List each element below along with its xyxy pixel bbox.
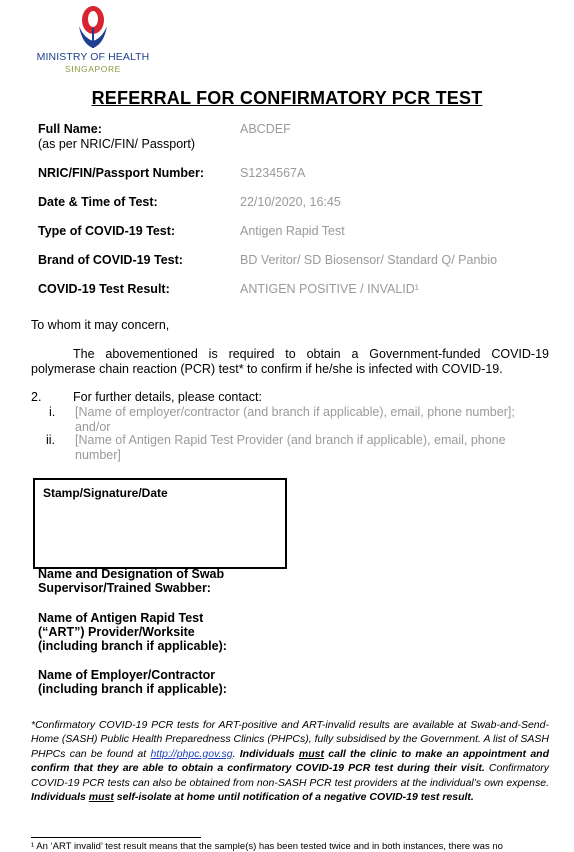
art-provider-label: Name of Antigen Rapid Test (“ART”) Provider/Worksite (including branch if applicable): bbox=[38, 611, 227, 653]
page-title: REFERRAL FOR CONFIRMATORY PCR TEST bbox=[91, 88, 483, 108]
footer-text-2: . bbox=[232, 747, 240, 760]
moh-crest-icon bbox=[72, 4, 114, 50]
referral-paragraph: The abovementioned is required to obtain a Government-funded COVID-19 polymerase chain reaction (PCR) test* to confirm if he/she is infected with COVID-19. bbox=[31, 347, 549, 376]
datetime-value: 22/10/2020, 16:45 bbox=[240, 195, 341, 209]
item2-text: For further details, please contact: bbox=[73, 390, 262, 404]
footer-bold-2-pre: Individuals bbox=[31, 791, 89, 804]
full-name-label: Full Name: bbox=[38, 122, 102, 136]
item2-sub1-marker: i. bbox=[49, 405, 56, 419]
footer-text-1: *Confirmatory COVID-19 PCR tests for ART-positive and ART-invalid results are available at Swab-and-Send-Home (SASH) Public Health Preparedness Clinics (PHPCs), fully subsidised by the Government. A list of SASH PHPCs can be found at bbox=[31, 719, 550, 760]
logo-country-text: SINGAPORE bbox=[65, 64, 121, 74]
footnote-star bbox=[31, 718, 549, 804]
id-number-value: S1234567A bbox=[240, 166, 306, 180]
stamp-label: Stamp/Signature/Date bbox=[43, 486, 168, 500]
footer-bold-1-post: call the clinic to make an appointment and confirm that they are able to obtain a confirmatory COVID-19 PCR test during their visit. bbox=[31, 747, 549, 775]
result-value: ANTIGEN POSITIVE / INVALID¹ bbox=[240, 282, 419, 296]
salutation: To whom it may concern, bbox=[31, 318, 170, 332]
item2-number: 2. bbox=[31, 390, 42, 404]
footer-must-2: must bbox=[88, 791, 114, 804]
footer-must-1: must bbox=[298, 747, 324, 760]
footer-bold-2-post: self-isolate at home until notification of a negative COVID-19 test result. bbox=[113, 791, 474, 804]
id-number-label: NRIC/FIN/Passport Number: bbox=[38, 166, 204, 180]
footnote-1: ¹ An ‘ART invalid’ test result means that the sample(s) has been tested twice and in both instances, there was no bbox=[31, 841, 503, 852]
full-name-value: ABCDEF bbox=[240, 122, 291, 136]
footnote-divider bbox=[31, 837, 201, 838]
test-type-label: Type of COVID-19 Test: bbox=[38, 224, 176, 238]
swab-supervisor-label: Name and Designation of Swab Supervisor/Trained Swabber: bbox=[38, 567, 225, 595]
footer-bold-1-pre: Individuals bbox=[239, 747, 299, 760]
phpc-link[interactable]: http://phpc.gov.sg bbox=[150, 747, 233, 760]
brand-label: Brand of COVID-19 Test: bbox=[38, 253, 183, 267]
employer-label: Name of Employer/Contractor (including branch if applicable): bbox=[38, 668, 227, 696]
moh-logo bbox=[28, 4, 158, 74]
stamp-signature-box[interactable] bbox=[33, 478, 287, 569]
item2-sub2-marker: ii. bbox=[46, 433, 56, 447]
item2-sub1-text: [Name of employer/contractor (and branch if applicable), email, phone number]; and/or bbox=[75, 405, 515, 434]
brand-value: BD Veritor/ SD Biosensor/ Standard Q/ Panbio bbox=[240, 253, 498, 267]
item2-sub2-text: [Name of Antigen Rapid Test Provider (and branch if applicable), email, phone number] bbox=[75, 433, 506, 462]
footer-text-3: Confirmatory COVID-19 PCR tests can also be obtained from non-SASH PCR test providers at the individual’s own expense. bbox=[31, 762, 549, 789]
logo-ministry-text: MINISTRY OF HEALTH bbox=[36, 51, 150, 63]
full-name-sublabel: (as per NRIC/FIN/ Passport) bbox=[38, 137, 195, 151]
result-label: COVID-19 Test Result: bbox=[38, 282, 170, 296]
test-type-value: Antigen Rapid Test bbox=[240, 224, 345, 238]
datetime-label: Date & Time of Test: bbox=[38, 195, 158, 209]
